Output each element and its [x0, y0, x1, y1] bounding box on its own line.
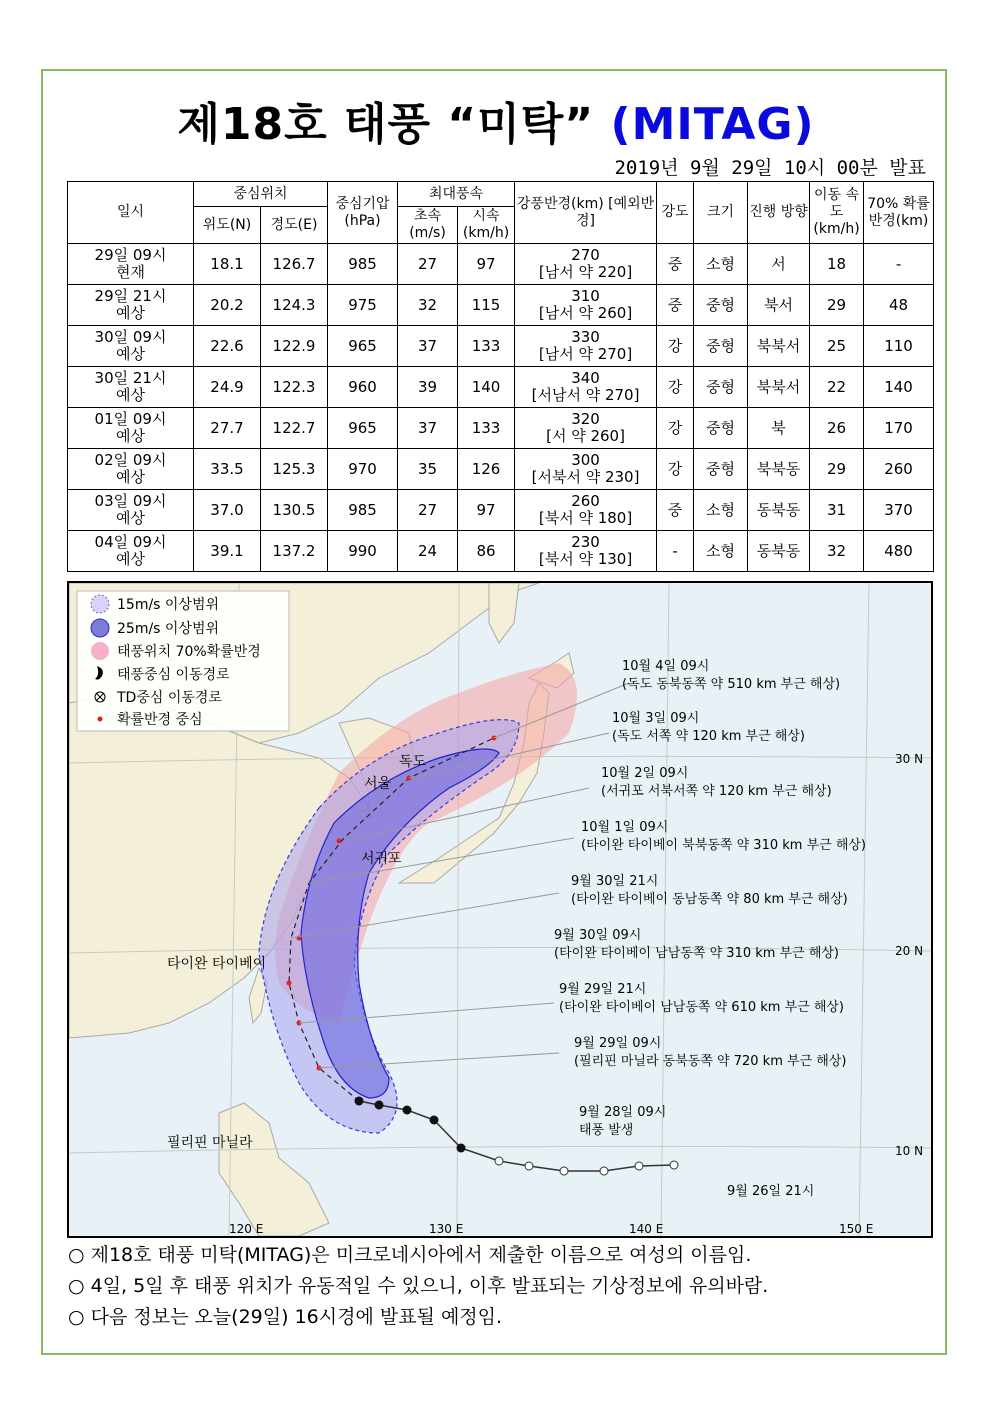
direction-cell	[748, 326, 810, 367]
lon-cell	[261, 490, 328, 531]
pressure-cell-text: 960	[348, 377, 377, 396]
title-korean: 제18호 태풍 “미탁”	[177, 99, 595, 150]
header-prob-radius: 70% 확률 반경(km)	[864, 182, 934, 244]
intensity-cell-text: 강	[667, 459, 683, 478]
radius-cell-text: 320	[571, 410, 600, 428]
header-size: 크기	[694, 182, 748, 244]
size-cell	[694, 490, 748, 531]
lon-140e: 140 E	[629, 1222, 664, 1236]
time-cell-text: 30일 09시	[94, 328, 167, 346]
annot-date: 9월 26일 21시	[727, 1184, 815, 1199]
prob-cell	[864, 326, 934, 367]
radius-cell-text: 230	[571, 533, 600, 551]
pressure-cell-text: 965	[348, 418, 377, 437]
pressure-cell	[328, 490, 398, 531]
speed-cell	[810, 408, 864, 449]
time-cell-text: 예상	[116, 386, 145, 404]
time-cell-text: 예상	[116, 509, 145, 527]
annot-desc: (타이완 타이베이 남남동쪽 약 310 km 부근 해상)	[554, 946, 840, 961]
pressure-cell	[328, 531, 398, 572]
prob-cell-text: 480	[884, 541, 913, 560]
prob-cell-text: 170	[884, 418, 913, 437]
speed-cell	[810, 531, 864, 572]
prob-cell-text: 110	[884, 336, 913, 355]
pressure-cell	[328, 326, 398, 367]
intensity-cell	[657, 490, 694, 531]
speed-cell-text: 22	[826, 377, 847, 396]
annot-date: 9월 30일 09시	[554, 928, 642, 943]
ms-cell	[398, 449, 458, 490]
prob-cell-text: 370	[884, 500, 913, 519]
speed-cell	[810, 326, 864, 367]
ms-cell	[398, 326, 458, 367]
direction-cell-text: 동북동	[756, 541, 801, 560]
kmh-cell	[458, 367, 515, 408]
pressure-cell-text: 970	[348, 459, 377, 478]
time-cell-text: 예상	[116, 468, 145, 486]
speed-cell-text: 18	[826, 254, 847, 273]
pressure-cell	[328, 449, 398, 490]
ms-cell-text: 27	[417, 500, 438, 519]
intensity-cell	[657, 285, 694, 326]
legend-center-track: 태풍중심 이동경로	[117, 667, 230, 683]
lat-cell-text: 37.0	[210, 500, 244, 519]
header-radius: 강풍반경(km) [예외반경]	[515, 182, 657, 244]
time-cell-text: 04일 09시	[94, 533, 167, 551]
speed-cell-text: 29	[826, 459, 847, 478]
header-speed: 이동 속도 (km/h)	[810, 182, 864, 244]
lon-120e: 120 E	[229, 1222, 264, 1236]
note-line: ○ 제18호 태풍 미탁(MITAG)은 미크로네시아에서 제출한 이름으로 여성의 이름임.	[68, 1244, 752, 1266]
speed-cell-text: 25	[826, 336, 847, 355]
pressure-cell	[328, 408, 398, 449]
size-cell-text: 소형	[706, 541, 736, 560]
table-row	[68, 367, 934, 408]
prob-cell	[864, 490, 934, 531]
lat-cell-text: 33.5	[210, 459, 244, 478]
radius-cell-text: 260	[571, 492, 600, 510]
size-cell	[694, 449, 748, 490]
direction-cell	[748, 408, 810, 449]
intensity-cell-text: 강	[667, 336, 683, 355]
size-cell-text: 중형	[706, 295, 736, 314]
header-direction: 진행 방향	[748, 182, 810, 244]
size-cell	[694, 367, 748, 408]
lat-cell-text: 22.6	[210, 336, 244, 355]
radius-cell	[515, 367, 657, 408]
table-row	[68, 449, 934, 490]
annot-date: 9월 29일 09시	[574, 1036, 662, 1051]
lat-cell-text: 39.1	[210, 541, 244, 560]
prob-cell	[864, 408, 934, 449]
radius-cell-text: [남서 약 260]	[538, 304, 633, 322]
time-cell	[68, 326, 194, 367]
radius-cell-text: [남서 약 220]	[538, 263, 633, 281]
lon-cell-text: 137.2	[272, 541, 316, 560]
pressure-cell	[328, 285, 398, 326]
radius-cell	[515, 244, 657, 285]
direction-cell	[748, 490, 810, 531]
direction-cell-text: 북	[771, 418, 786, 437]
ms-cell-text: 39	[417, 377, 438, 396]
lon-cell-text: 125.3	[272, 459, 316, 478]
time-cell	[68, 408, 194, 449]
ms-cell-text: 37	[417, 418, 438, 437]
ms-cell	[398, 244, 458, 285]
table-row	[68, 490, 934, 531]
size-cell-text: 중형	[706, 377, 736, 396]
legend-15ms: 15m/s 이상범위	[117, 597, 220, 613]
radius-cell-text: 270	[571, 246, 600, 264]
intensity-cell-text: -	[672, 541, 678, 560]
header-kmh: 시속 (km/h)	[458, 207, 515, 244]
time-cell-text: 29일 09시	[94, 246, 167, 264]
time-cell-text: 예상	[116, 345, 145, 363]
intensity-cell	[657, 408, 694, 449]
kmh-cell-text: 133	[471, 418, 501, 437]
ms-cell	[398, 408, 458, 449]
lat-cell-text: 27.7	[210, 418, 244, 437]
size-cell-text: 중형	[706, 418, 736, 437]
prob-cell	[864, 531, 934, 572]
direction-cell-text: 북서	[764, 295, 794, 314]
size-cell	[694, 531, 748, 572]
lon-cell-text: 130.5	[272, 500, 316, 519]
lat-cell	[194, 285, 261, 326]
issued-time: 2019년 9월 29일 10시 00분 발표	[614, 157, 926, 179]
annot-date: 10월 3일 09시	[612, 711, 700, 726]
radius-cell-text: [서북서 약 230]	[531, 468, 640, 486]
place-dokdo: 독도	[399, 754, 427, 770]
prob-cell-text: 260	[884, 459, 913, 478]
lat-cell-text: 24.9	[210, 377, 244, 396]
lon-150e: 150 E	[839, 1222, 874, 1236]
kmh-cell-text: 86	[476, 541, 496, 560]
radius-cell-text: [남서 약 270]	[538, 345, 633, 363]
prob-cell-text: 140	[884, 377, 913, 396]
kmh-cell	[458, 490, 515, 531]
intensity-cell-text: 중	[667, 295, 683, 314]
pressure-cell	[328, 244, 398, 285]
pressure-cell	[328, 367, 398, 408]
forecast-table	[67, 181, 934, 572]
annot-desc: (타이완 타이베이 동남동쪽 약 80 km 부근 해상)	[571, 892, 848, 907]
time-cell-text: 예상	[116, 427, 145, 445]
annot-desc: (서귀포 서북서쪽 약 120 km 부근 해상)	[601, 784, 832, 799]
speed-cell-text: 32	[826, 541, 847, 560]
legend-prob-center: 확률반경 중심	[117, 712, 203, 728]
lat-cell	[194, 449, 261, 490]
lat-30n: 30 N	[895, 752, 924, 766]
speed-cell	[810, 367, 864, 408]
lon-cell	[261, 408, 328, 449]
size-cell	[694, 326, 748, 367]
ms-cell-text: 35	[417, 459, 438, 478]
table-row	[68, 244, 934, 285]
annot-desc: (독도 서쪽 약 120 km 부근 해상)	[612, 729, 805, 744]
prob-cell-text: -	[895, 254, 902, 273]
ms-cell-text: 27	[417, 254, 438, 273]
lon-cell-text: 122.3	[272, 377, 316, 396]
ms-cell	[398, 490, 458, 531]
kmh-cell-text: 126	[471, 459, 501, 478]
place-seoul: 서울	[364, 776, 392, 792]
place-manila: 필리핀 마닐라	[167, 1135, 253, 1151]
lon-130e: 130 E	[429, 1222, 464, 1236]
annot-desc: (타이완 타이베이 남남동쪽 약 610 km 부근 해상)	[559, 1000, 845, 1015]
radius-cell	[515, 531, 657, 572]
header-time: 일시	[68, 182, 194, 244]
kmh-cell-text: 97	[476, 254, 496, 273]
lat-cell	[194, 326, 261, 367]
intensity-cell-text: 강	[667, 377, 683, 396]
pressure-cell-text: 985	[348, 254, 377, 273]
table-row	[68, 285, 934, 326]
speed-cell-text: 29	[826, 295, 847, 314]
direction-cell-text: 북북서	[756, 336, 801, 355]
lon-cell	[261, 326, 328, 367]
legend-70-radius: 태풍위치 70%확률반경	[117, 644, 261, 660]
speed-cell-text: 26	[826, 418, 847, 437]
intensity-cell	[657, 367, 694, 408]
prob-cell	[864, 449, 934, 490]
header-ms: 초속 (m/s)	[398, 207, 458, 244]
annot-desc: 태풍 발생	[579, 1123, 634, 1138]
pressure-cell-text: 985	[348, 500, 377, 519]
page-title	[0, 88, 992, 152]
kmh-cell	[458, 285, 515, 326]
radius-cell-text: [북서 약 180]	[538, 509, 633, 527]
kmh-cell-text: 133	[471, 336, 501, 355]
lon-cell	[261, 285, 328, 326]
header-lat: 위도(N)	[194, 207, 261, 244]
time-cell	[68, 367, 194, 408]
lat-cell	[194, 367, 261, 408]
speed-cell	[810, 449, 864, 490]
header-pressure: 중심기압 (hPa)	[328, 182, 398, 244]
radius-cell-text: [서 약 260]	[546, 427, 625, 445]
kmh-cell-text: 97	[476, 500, 496, 519]
kmh-cell	[458, 326, 515, 367]
kmh-cell	[458, 244, 515, 285]
direction-cell-text: 북북동	[756, 459, 801, 478]
header-lon: 경도(E)	[261, 207, 328, 244]
radius-cell	[515, 449, 657, 490]
size-cell-text: 중형	[706, 459, 736, 478]
time-cell	[68, 244, 194, 285]
intensity-cell	[657, 531, 694, 572]
legend-td-track: TD중심 이동경로	[117, 690, 222, 706]
title-english: (MITAG)	[610, 99, 815, 150]
lat-cell-text: 20.2	[210, 295, 244, 314]
radius-cell-text: 310	[571, 287, 600, 305]
direction-cell-text: 동북동	[756, 500, 801, 519]
annot-date: 10월 4일 09시	[622, 659, 710, 674]
speed-cell-text: 31	[826, 500, 847, 519]
table-row	[68, 326, 934, 367]
direction-cell	[748, 367, 810, 408]
header-center: 중심위치	[194, 182, 328, 207]
pressure-cell-text: 965	[348, 336, 377, 355]
header-maxwind: 최대풍속	[398, 182, 515, 207]
size-cell	[694, 408, 748, 449]
kmh-cell	[458, 408, 515, 449]
pressure-cell-text: 990	[348, 541, 377, 560]
annot-desc: (독도 동북동쪽 약 510 km 부근 해상)	[622, 677, 841, 692]
kmh-cell	[458, 531, 515, 572]
lon-cell-text: 122.9	[272, 336, 316, 355]
ms-cell	[398, 531, 458, 572]
direction-cell-text: 북북서	[756, 377, 801, 396]
speed-cell	[810, 490, 864, 531]
pressure-cell-text: 975	[348, 295, 377, 314]
ms-cell-text: 32	[417, 295, 438, 314]
lon-cell	[261, 531, 328, 572]
prob-cell-text: 48	[888, 295, 909, 314]
ms-cell-text: 24	[417, 541, 438, 560]
radius-cell	[515, 490, 657, 531]
direction-cell	[748, 449, 810, 490]
annot-desc: (타이완 타이베이 북북동쪽 약 310 km 부근 해상)	[581, 838, 867, 853]
notes	[68, 1240, 768, 1333]
lon-cell-text: 126.7	[272, 254, 316, 273]
radius-cell-text: [서남서 약 270]	[531, 386, 640, 404]
lat-10n: 10 N	[895, 1144, 924, 1158]
direction-cell	[748, 244, 810, 285]
lon-cell-text: 124.3	[272, 295, 316, 314]
place-taipei: 타이완 타이베이	[167, 956, 267, 972]
lat-cell	[194, 531, 261, 572]
kmh-cell-text: 115	[471, 295, 501, 314]
lon-cell	[261, 244, 328, 285]
legend-25ms: 25m/s 이상범위	[117, 621, 220, 637]
direction-cell	[748, 531, 810, 572]
table-row	[68, 531, 934, 572]
lat-cell	[194, 408, 261, 449]
time-cell-text: 예상	[116, 550, 145, 568]
lat-cell	[194, 490, 261, 531]
size-cell-text: 소형	[706, 500, 736, 519]
annot-date: 9월 28일 09시	[579, 1105, 667, 1120]
radius-cell	[515, 408, 657, 449]
ms-cell-text: 37	[417, 336, 438, 355]
time-cell-text: 02일 09시	[94, 451, 167, 469]
intensity-cell-text: 중	[667, 500, 683, 519]
time-cell-text: 01일 09시	[94, 410, 167, 428]
intensity-cell-text: 중	[667, 254, 683, 273]
note-line: ○ 다음 정보는 오늘(29일) 16시경에 발표될 예정임.	[68, 1306, 503, 1328]
lat-20n: 20 N	[895, 944, 924, 958]
table-row	[68, 408, 934, 449]
annot-date: 10월 1일 09시	[581, 820, 669, 835]
intensity-cell	[657, 449, 694, 490]
annot-desc: (필리핀 마닐라 동북동쪽 약 720 km 부근 해상)	[574, 1054, 847, 1069]
header-intensity: 강도	[657, 182, 694, 244]
time-cell	[68, 531, 194, 572]
lat-cell-text: 18.1	[210, 254, 244, 273]
radius-cell-text: 300	[571, 451, 600, 469]
time-cell-text: 30일 21시	[94, 369, 167, 387]
annot-date: 10월 2일 09시	[601, 766, 689, 781]
size-cell-text: 소형	[706, 254, 736, 273]
annot-date: 9월 29일 21시	[559, 982, 647, 997]
prob-cell	[864, 367, 934, 408]
time-cell	[68, 285, 194, 326]
size-cell-text: 중형	[706, 336, 736, 355]
prob-cell	[864, 244, 934, 285]
annot-date: 9월 30일 21시	[571, 874, 659, 889]
direction-cell-text: 서	[771, 254, 786, 273]
radius-cell-text: [북서 약 130]	[538, 550, 633, 568]
size-cell	[694, 244, 748, 285]
prob-cell	[864, 285, 934, 326]
kmh-cell	[458, 449, 515, 490]
place-seogwipo: 서귀포	[361, 851, 402, 867]
intensity-cell	[657, 244, 694, 285]
direction-cell	[748, 285, 810, 326]
intensity-cell-text: 강	[667, 418, 683, 437]
time-cell	[68, 490, 194, 531]
note-line: ○ 4일, 5일 후 태풍 위치가 유동적일 수 있으니, 이후 발표되는 기상정보에 유의바람.	[68, 1275, 769, 1297]
time-cell-text: 현재	[116, 263, 145, 281]
radius-cell	[515, 285, 657, 326]
time-cell-text: 예상	[116, 304, 145, 322]
speed-cell	[810, 244, 864, 285]
radius-cell	[515, 326, 657, 367]
lon-cell-text: 122.7	[272, 418, 316, 437]
speed-cell	[810, 285, 864, 326]
size-cell	[694, 285, 748, 326]
lon-cell	[261, 367, 328, 408]
radius-cell-text: 330	[571, 328, 600, 346]
kmh-cell-text: 140	[471, 377, 501, 396]
ms-cell	[398, 367, 458, 408]
ms-cell	[398, 285, 458, 326]
track-map	[67, 581, 933, 1238]
time-cell-text: 03일 09시	[94, 492, 167, 510]
lat-cell	[194, 244, 261, 285]
time-cell-text: 29일 21시	[94, 287, 167, 305]
time-cell	[68, 449, 194, 490]
intensity-cell	[657, 326, 694, 367]
radius-cell-text: 340	[571, 369, 600, 387]
lon-cell	[261, 449, 328, 490]
